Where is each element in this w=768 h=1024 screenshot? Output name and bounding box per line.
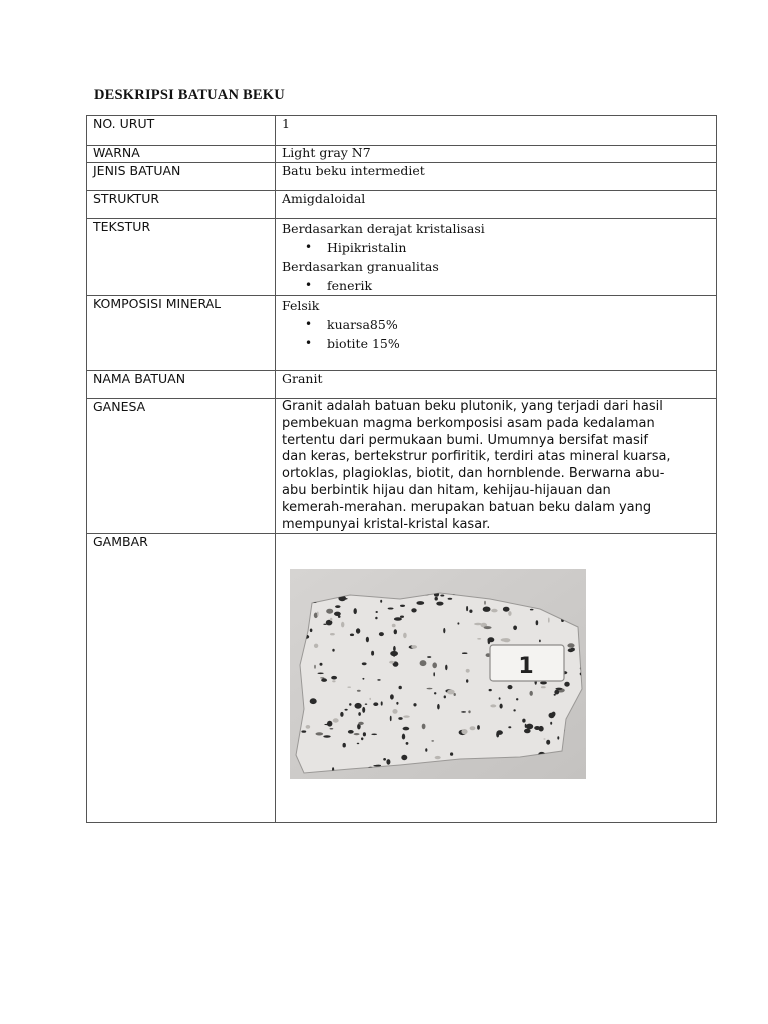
speckle	[357, 690, 361, 692]
speckle	[555, 688, 562, 690]
speckle	[550, 722, 552, 725]
speckle	[466, 669, 470, 673]
speckle	[543, 739, 545, 740]
speckle	[326, 609, 333, 614]
granite-sample-image	[290, 569, 586, 779]
speckle	[355, 703, 362, 709]
granite-sample-photo	[290, 569, 586, 779]
label-warna: WARNA	[87, 146, 276, 163]
speckle	[371, 734, 377, 736]
speckle	[343, 743, 346, 748]
value-no-urut: 1	[276, 116, 717, 146]
speckle	[350, 634, 354, 637]
ganesa-line: ortoklas, plagioklas, biotit, dan hornblende. Berwarna abu-	[282, 466, 665, 482]
speckle	[400, 616, 404, 618]
speckle	[388, 608, 394, 610]
speckle	[433, 673, 435, 677]
speckle	[379, 632, 384, 636]
table-row-jenis-batuan	[87, 163, 717, 191]
speckle	[310, 629, 313, 633]
speckle	[376, 611, 378, 613]
speckle	[392, 709, 397, 714]
tekstur-bullet-fenerik: fenerik	[327, 278, 373, 293]
speckle	[394, 618, 402, 622]
speckle	[447, 690, 455, 695]
speckle	[484, 626, 492, 629]
speckle	[496, 732, 499, 738]
speckle	[335, 606, 340, 609]
label-gambar: GAMBAR	[87, 534, 276, 823]
speckle	[330, 729, 334, 730]
table-row-struktur	[87, 191, 717, 219]
speckle	[503, 607, 510, 612]
speckle	[390, 716, 392, 721]
label-ganesa: GANESA	[87, 399, 276, 534]
speckle	[362, 663, 367, 666]
speckle	[513, 626, 517, 631]
table-row-gambar	[87, 534, 717, 823]
speckle	[373, 765, 379, 767]
speckle	[541, 686, 546, 688]
speckle	[499, 698, 501, 701]
rock-description-table	[86, 115, 717, 823]
ganesa-line: abu berbintik hijau dan hitam, kehijau-hijauan dan	[282, 482, 611, 498]
speckle	[392, 624, 396, 628]
speckle	[371, 651, 374, 656]
ganesa-line: dan keras, bertekstrur porfiritik, terdiri atas mineral kuarsa,	[282, 449, 671, 465]
speckle	[466, 606, 468, 611]
speckle	[348, 730, 354, 734]
speckle	[435, 756, 441, 759]
speckle	[525, 724, 527, 728]
speckle	[445, 665, 447, 671]
bullet-icon: •	[305, 317, 313, 331]
speckle	[466, 680, 468, 683]
speckle	[341, 622, 344, 628]
table-row-ganesa	[87, 399, 717, 534]
speckle	[386, 759, 390, 765]
value-nama-batuan: Granit	[276, 371, 717, 399]
speckle	[317, 673, 323, 675]
speckle	[437, 704, 440, 710]
speckle	[427, 656, 431, 658]
speckle	[530, 609, 534, 611]
speckle	[373, 703, 378, 707]
table-row-warna	[87, 146, 717, 163]
speckle	[484, 601, 486, 605]
speckle	[468, 711, 470, 714]
speckle	[375, 617, 377, 620]
speckle	[400, 605, 405, 607]
speckle	[316, 733, 324, 736]
ganesa-line: kemerah-merahan. merupakan batuan beku dalam yang	[282, 499, 652, 515]
speckle	[490, 705, 496, 708]
table-row-tekstur	[87, 219, 717, 296]
speckle	[377, 679, 380, 681]
speckle	[362, 707, 365, 713]
speckle	[310, 699, 317, 705]
speckle	[508, 685, 513, 689]
value-tekstur	[276, 219, 717, 296]
speckle	[536, 621, 539, 626]
speckle	[361, 738, 363, 741]
speckle	[340, 712, 343, 717]
komposisi-heading-felsik: Felsik	[282, 298, 320, 313]
speckle	[356, 629, 360, 634]
speckle	[432, 663, 437, 669]
speckle	[491, 609, 497, 613]
speckle	[394, 630, 397, 635]
speckle	[389, 661, 394, 664]
speckle	[540, 682, 547, 685]
speckle	[508, 727, 511, 729]
speckle	[508, 611, 511, 616]
speckle	[330, 618, 332, 621]
speckle	[500, 704, 503, 709]
speckle	[366, 637, 369, 643]
speckle	[469, 610, 472, 613]
speckle	[440, 595, 444, 597]
speckle	[564, 682, 569, 687]
speckle	[354, 608, 357, 614]
value-ganesa	[276, 399, 717, 534]
speckle	[568, 649, 574, 653]
label-nama-batuan: NAMA BATUAN	[87, 371, 276, 399]
speckle	[444, 696, 446, 699]
speckle	[435, 597, 438, 601]
speckle	[331, 676, 337, 680]
table-row-no-urut	[87, 116, 717, 146]
speckle	[301, 731, 306, 733]
speckle	[334, 612, 341, 616]
speckle	[403, 727, 410, 731]
speckle	[332, 681, 335, 683]
speckle	[398, 717, 402, 720]
speckle	[333, 719, 339, 723]
speckle	[462, 653, 468, 655]
speckle	[420, 660, 427, 666]
speckle	[488, 638, 495, 643]
speckle	[489, 689, 492, 691]
speckle	[321, 679, 327, 683]
value-komposisi-mineral	[276, 296, 717, 371]
speckle	[330, 633, 335, 635]
list-item	[282, 238, 710, 257]
speckle	[347, 687, 351, 688]
speckle	[327, 721, 332, 727]
speckle	[457, 623, 459, 625]
bullet-icon: •	[305, 336, 313, 350]
speckle	[411, 645, 417, 649]
speckle	[513, 710, 515, 712]
value-gambar	[276, 534, 717, 823]
speckle	[380, 600, 382, 603]
speckle	[413, 703, 416, 706]
speckle	[436, 602, 443, 606]
speckle	[406, 742, 409, 745]
speckle	[501, 639, 509, 642]
speckle	[401, 755, 407, 760]
speckle	[345, 709, 348, 711]
value-warna: Light gray N7	[276, 146, 717, 163]
speckle	[546, 740, 550, 745]
speckle	[399, 686, 402, 690]
tekstur-heading-kristalisasi: Berdasarkan derajat kristalisasi	[282, 221, 485, 236]
speckle	[554, 690, 559, 695]
speckle	[427, 688, 433, 690]
ganesa-line: Granit adalah batuan beku plutonik, yang terjadi dari hasil	[282, 399, 663, 414]
speckle	[369, 698, 371, 700]
speckle	[549, 713, 555, 719]
speckle	[314, 665, 316, 669]
speckle	[461, 729, 467, 734]
bullet-icon: •	[305, 240, 313, 254]
bullet-icon: •	[305, 278, 313, 292]
speckle	[516, 698, 518, 700]
speckle	[461, 711, 466, 713]
sample-number-text: 1	[518, 654, 534, 680]
speckle	[470, 727, 476, 731]
speckle	[567, 644, 574, 648]
speckle	[548, 618, 550, 623]
speckle	[317, 612, 319, 617]
speckle	[422, 724, 426, 730]
speckle	[425, 749, 427, 753]
speckle	[450, 753, 453, 756]
table-row-nama-batuan	[87, 371, 717, 399]
speckle	[314, 644, 318, 648]
speckle	[448, 598, 453, 600]
speckle	[393, 646, 396, 652]
speckle	[383, 758, 386, 761]
speckle	[320, 663, 323, 666]
speckle	[522, 719, 525, 723]
speckle	[390, 651, 398, 656]
speckle	[396, 702, 398, 705]
speckle	[362, 678, 364, 680]
speckle	[416, 601, 424, 605]
speckle	[411, 609, 416, 613]
table-row-komposisi-mineral	[87, 296, 717, 371]
speckle	[443, 628, 445, 633]
speckle	[332, 649, 334, 652]
speckle	[341, 598, 348, 600]
speckle	[390, 695, 394, 700]
speckle	[306, 725, 311, 729]
document-title: DESKRIPSI BATUAN BEKU	[94, 87, 285, 103]
speckle	[349, 703, 351, 706]
speckle	[365, 704, 368, 705]
speckle	[539, 640, 541, 643]
ganesa-line: pembekuan magma berkomposisi asam pada kedalaman	[282, 415, 655, 431]
label-tekstur: TEKSTUR	[87, 219, 276, 296]
photo-cell	[282, 534, 710, 822]
label-struktur: STRUKTUR	[87, 191, 276, 219]
speckle	[358, 712, 361, 716]
value-struktur: Amigdaloidal	[276, 191, 717, 219]
speckle	[403, 633, 407, 639]
label-no-urut: NO. URUT	[87, 116, 276, 146]
speckle	[526, 724, 533, 730]
speckle	[402, 734, 405, 740]
speckle	[323, 736, 330, 738]
label-komposisi-mineral: KOMPOSISI MINERAL	[87, 296, 276, 371]
speckle	[557, 737, 559, 740]
label-jenis-batuan: JENIS BATUAN	[87, 163, 276, 191]
komposisi-bullet-kuarsa: kuarsa85%	[327, 317, 398, 332]
list-item	[282, 276, 710, 295]
speckle	[354, 733, 360, 735]
speckle	[381, 702, 383, 706]
speckle	[358, 722, 364, 725]
komposisi-bullet-biotite: biotite 15%	[327, 336, 400, 351]
list-item	[282, 334, 710, 353]
tekstur-bullet-hipikristalin: Hipikristalin	[327, 240, 407, 255]
speckle	[534, 726, 540, 730]
list-item	[282, 315, 710, 334]
tekstur-heading-granualitas: Berdasarkan granualitas	[282, 259, 439, 274]
speckle	[477, 725, 480, 730]
ganesa-line: tertentu dari permukaan bumi. Umumnya bersifat masif	[282, 432, 648, 448]
value-jenis-batuan: Batu beku intermediet	[276, 163, 717, 191]
speckle	[403, 716, 409, 718]
speckle	[431, 740, 434, 742]
speckle	[363, 733, 366, 737]
speckle	[474, 623, 482, 625]
speckle	[530, 691, 533, 696]
speckle	[357, 743, 360, 744]
speckle	[477, 638, 481, 640]
speckle	[483, 607, 491, 612]
speckle	[434, 692, 436, 694]
ganesa-line: mempunyai kristal-kristal kasar.	[282, 516, 491, 532]
